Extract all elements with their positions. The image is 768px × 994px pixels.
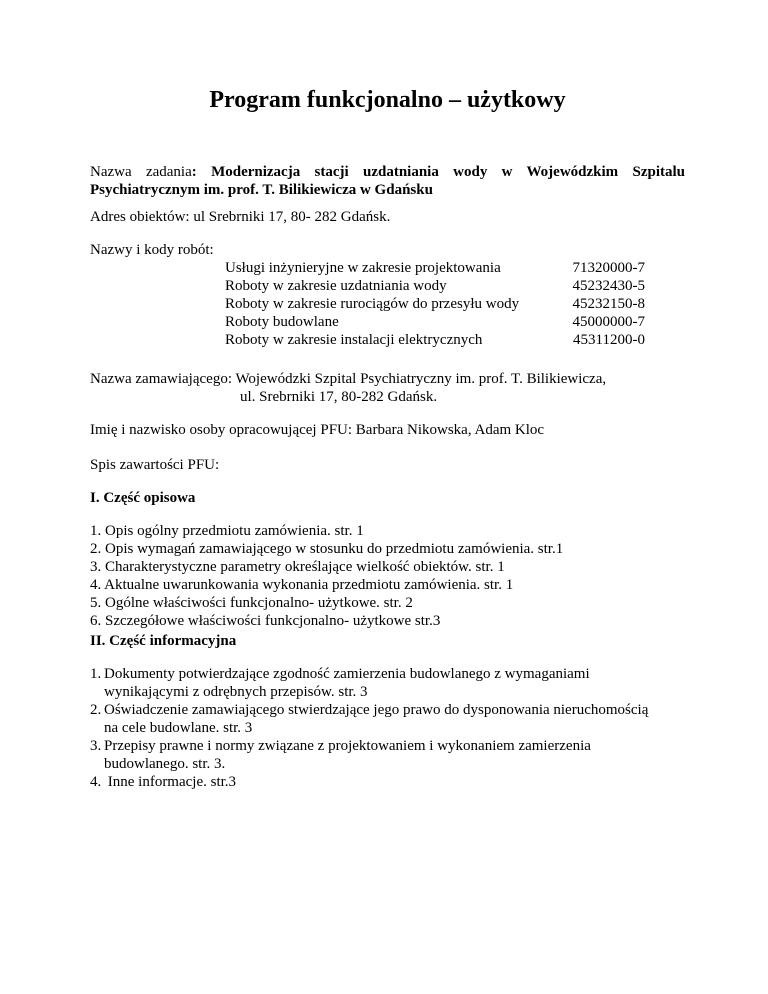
page-title: Program funkcjonalno – użytkowy — [209, 87, 566, 113]
section2-list — [90, 665, 685, 791]
work-name: Roboty w zakresie rurociągów do przesyłu wody — [225, 296, 520, 312]
list-item: 6. Szczegółowe właściwości funkcjonalno- użytkowe str.3 — [90, 613, 441, 629]
section2-heading: II. Część informacyjna — [90, 633, 237, 649]
work-code: 45232150-8 — [572, 296, 645, 312]
list-item: 5. Ogólne właściwości funkcjonalno- użytkowe. str. 2 — [90, 595, 413, 611]
work-name: Roboty budowlane — [225, 314, 339, 330]
list-item: 2. Opis wymagań zamawiającego w stosunku do przedmiotu zamówienia. str.1 — [90, 541, 564, 557]
section1-list — [90, 522, 685, 630]
work-code: 45000000-7 — [572, 314, 645, 330]
employer-line1: Nazwa zamawiającego: Wojewódzki Szpital Psychiatryczny im. prof. T. Bilikiewicza, — [90, 371, 607, 387]
author: Imię i nazwisko osoby opracowującej PFU: Barbara Nikowska, Adam Kloc — [90, 422, 545, 438]
list-item: 4. Inne informacje. str.3 — [90, 774, 237, 790]
list-item: 3. Przepisy prawne i normy związane z projektowaniem i wykonaniem zamierzenia budowlanego. str. 3. — [90, 738, 591, 772]
task-name: Nazwa zadania: Modernizacja stacji uzdatniania wody w Wojewódzkim Szpitalu Psychiatrycznym im. prof. T. Bilikiewicza w Gdańsku — [90, 164, 685, 198]
work-item — [225, 259, 645, 277]
work-name: Roboty w zakresie uzdatniania wody — [225, 278, 447, 294]
works-list — [225, 259, 645, 349]
work-name: Usługi inżynieryjne w zakresie projektowania — [225, 260, 501, 276]
task-title-line1: Modernizacja stacji uzdatniania wody w Wojewódzkim Szpitalu — [211, 164, 685, 180]
list-item: 2. Oświadczenie zamawiającego stwierdzające jego prawo do dysponowania nieruchomością na cele budowlane. str. 3 — [90, 702, 649, 736]
work-name: Roboty w zakresie instalacji elektrycznych — [225, 332, 483, 348]
work-item — [225, 295, 645, 313]
list-item: 4. Aktualne uwarunkowania wykonania przedmiotu zamówienia. str. 1 — [90, 577, 514, 593]
works-heading: Nazwy i kody robót: — [90, 242, 214, 258]
task-title-line2: Psychiatrycznym im. prof. T. Bilikiewicza w Gdańsku — [90, 182, 433, 198]
list-item: 3. Charakterystyczne parametry określające wielkość obiektów. str. 1 — [90, 559, 505, 575]
work-code: 45311200-0 — [573, 332, 645, 348]
list-item: 1. Dokumenty potwierdzające zgodność zamierzenia budowlanego z wymaganiami wynikającymi z odrębnych przepisów. str. 3 — [90, 666, 590, 700]
employer-line2: ul. Srebrniki 17, 80-282 Gdańsk. — [240, 389, 438, 405]
employer — [90, 370, 685, 406]
work-item — [225, 331, 645, 349]
task-label: Nazwa zadania — [90, 164, 192, 180]
list-item: 1. Opis ogólny przedmiotu zamówienia. str. 1 — [90, 523, 364, 539]
work-code: 71320000-7 — [572, 260, 645, 276]
address: Adres obiektów: ul Srebrniki 17, 80- 282 Gdańsk. — [90, 209, 391, 225]
contents-heading: Spis zawartości PFU: — [90, 457, 220, 473]
work-item — [225, 313, 645, 331]
work-item — [225, 277, 645, 295]
work-code: 45232430-5 — [572, 278, 645, 294]
section1-heading: I. Część opisowa — [90, 490, 196, 506]
